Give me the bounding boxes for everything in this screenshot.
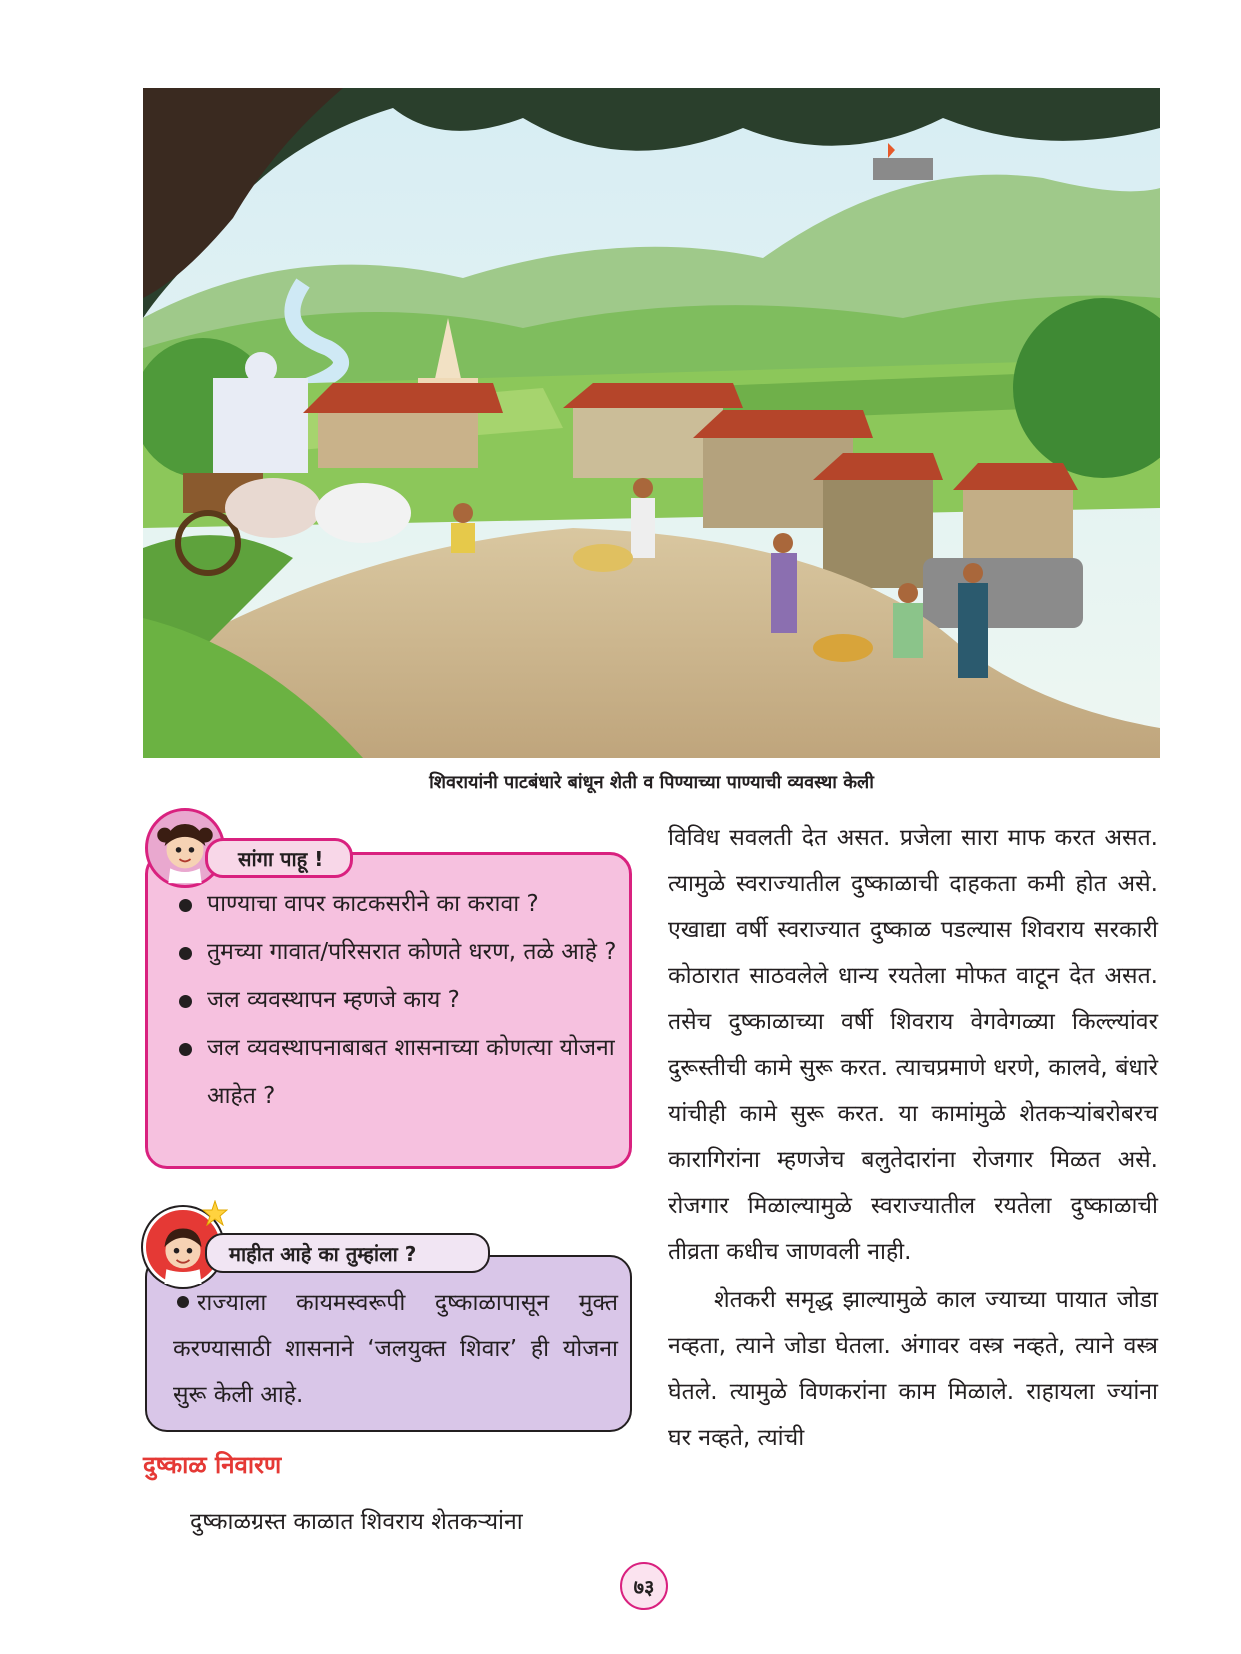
well-shape <box>923 558 1083 628</box>
question-item: जल व्यवस्थापन म्हणजे काय ? <box>173 976 623 1024</box>
page-number: ७३ <box>620 1562 668 1610</box>
section-heading: दुष्काळ निवारण <box>143 1451 282 1479</box>
right-paragraph-1: विविध सवलती देत असत. प्रजेला सारा माफ करत असत. त्यामुळे स्वराज्यातील दुष्काळाची दाहकता कमी होत असे. एखाद्या वर्षी स्वराज्यात दुष्काळ पडल्यास शिवराय सरकारी कोठारात साठवलेले धान्य रयतेला मोफत वाटून देत असत. तसेच दुष्काळाच्या वर्षी शिवराय वेगवेगळ्या किल्ल्यांवर दुरूस्तीची कामे सुरू करत. त्याचप्रमाणे धरणे, कालवे, बंधारे यांचीही कामे सुरू करत. या कामांमुळे शेतकऱ्यांबरोबरच कारागिरांना म्हणजेच बलुतेदारांना रोजगार मिळत असे. रोजगार मिळाल्यामुळे स्वराज्यातील रयतेला दुष्काळाची तीव्रता कधीच जाणवली नाही. <box>668 825 1158 1265</box>
bullet-icon <box>177 1296 189 1308</box>
question-item: जल व्यवस्थापनाबाबत शासनाच्या कोणत्या योजना आहेत ? <box>173 1024 623 1120</box>
village-illustration <box>143 88 1160 758</box>
star-icon <box>202 1200 228 1226</box>
fort-shape <box>873 158 933 180</box>
mahit-aahe-title: माहीत आहे का तुम्हांला ? <box>205 1233 490 1273</box>
question-list <box>173 880 623 1120</box>
question-item: पाण्याचा वापर काटकसरीने का करावा ? <box>173 880 623 928</box>
illustration-caption: शिवरायांनी पाटबंधारे बांधून शेती व पिण्याच्या पाण्याची व्यवस्था केली <box>429 772 874 793</box>
right-column <box>668 815 1158 1461</box>
question-item: तुमच्या गावात/परिसरात कोणते धरण, तळे आहे ? <box>173 928 623 976</box>
mahit-aahe-text: राज्याला कायमस्वरूपी दुष्काळापासून मुक्त करण्यासाठी शासनाने ‘जलयुक्त शिवार’ ही योजना सुरू केली आहे. <box>173 1290 618 1408</box>
village-scene-image <box>143 88 1160 758</box>
left-paragraph: दुष्काळग्रस्त काळात शिवराय शेतकऱ्यांना <box>190 1509 523 1535</box>
sanga-paahu-title: सांगा पाहू ! <box>205 838 353 878</box>
right-paragraph-2: शेतकरी समृद्ध झाल्यामुळे काल ज्याच्या पायात जोडा नव्हता, त्याने जोडा घेतला. अंगावर वस्त्र नव्हते, त्याने वस्त्र घेतले. त्यामुळे विणकरांना काम मिळाले. राहायला ज्यांना घर नव्हते, त्यांची <box>668 1287 1158 1451</box>
mahit-aahe-text-block <box>173 1280 618 1418</box>
